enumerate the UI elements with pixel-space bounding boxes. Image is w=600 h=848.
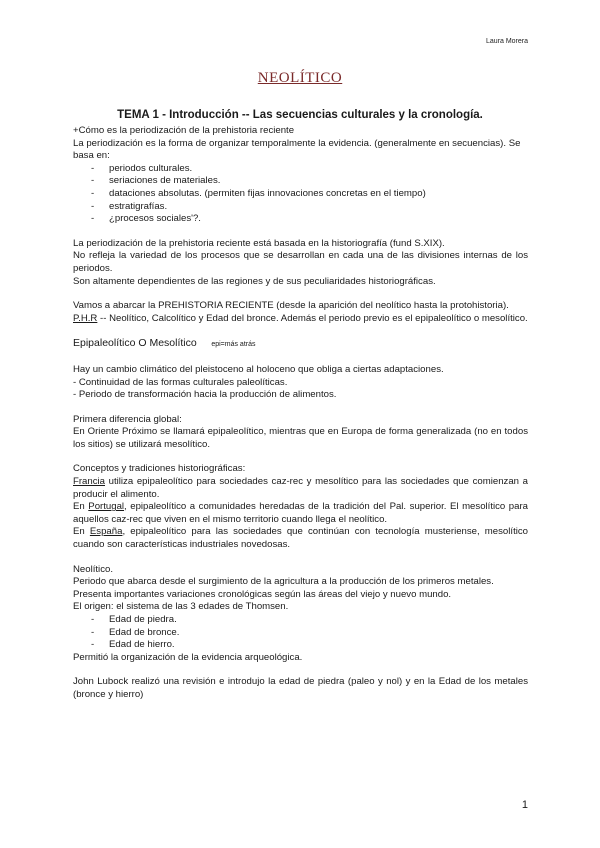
section8-l4: Permitió la organización de la evidencia arqueológica. bbox=[73, 651, 303, 663]
section8-list bbox=[73, 614, 528, 652]
document-title: NEOLÍTICO bbox=[257, 70, 343, 86]
section8-l2: Presenta importantes variaciones cronológicas según las áreas del viejo y nuevo mundo. bbox=[73, 588, 452, 600]
list-item: - ¿procesos sociales'?. bbox=[91, 213, 528, 226]
epi-note: epi=más atrás bbox=[211, 341, 256, 349]
espana-label: España bbox=[89, 526, 123, 538]
section7-heading: Conceptos y tradiciones historiográficas: bbox=[73, 463, 246, 475]
subtitle-rest: - Introducción -- Las secuencias culturales y la cronología. bbox=[158, 109, 483, 121]
section8-l1: Periodo que abarca desde el surgimiento de la agricultura a la producción de los primeros metales. bbox=[73, 576, 494, 588]
epipaleolitico-heading: Epipaleolítico O Mesolítico bbox=[73, 337, 197, 350]
section7-espana bbox=[73, 526, 528, 551]
section3-p1: Vamos a abarcar la PREHISTORIA RECIENTE (desde la aparición del neolítico hasta la protohistoria). bbox=[73, 300, 509, 312]
subtitle-prefix: TEMA 1 bbox=[117, 109, 159, 121]
section6-heading: Primera diferencia global: bbox=[73, 413, 182, 425]
francia-text: utiliza epipaleolítico para sociedades caz-rec y mesolítico para las sociedades que comienzan a producir el alimento. bbox=[73, 476, 528, 500]
section3-phr bbox=[73, 313, 528, 326]
section2-p1: La periodización de la prehistoria reciente está basada en la historiografía (fund S.XIX). bbox=[73, 237, 445, 249]
section1-intro: La periodización es la forma de organizar temporalmente la evidencia. (generalmente en secuencias). Se basa en: bbox=[73, 137, 521, 162]
section8-heading: Neolítico. bbox=[73, 563, 113, 575]
section4-heading bbox=[73, 337, 528, 352]
section6-text: En Oriente Próximo se llamará epipaleolítico, mientras que en Europa de forma generalizada (no en todos los sitios) se utilizará mesolítico. bbox=[73, 426, 528, 450]
section2-p3: Son altamente dependientes de las regiones y de sus peculiaridades historiográficas. bbox=[73, 275, 436, 287]
portugal-pre: En bbox=[73, 501, 89, 513]
section7-portugal bbox=[73, 501, 528, 526]
list-item: - dataciones absolutas. (permiten fijas innovaciones concretas en el tiempo) bbox=[91, 188, 528, 201]
portugal-label: Portugal bbox=[88, 501, 125, 513]
section1-list bbox=[73, 163, 528, 226]
section9-text: John Lubock realizó una revisión e introdujo la edad de piedra (paleo y nol) y en la Edad de los metales (bronce y hierro) bbox=[73, 676, 528, 700]
list-item: - Edad de bronce. bbox=[91, 627, 528, 640]
section2-p2: No refleja la variedad de los procesos que se desarrollan en cada una de las divisiones internas de los periodos. bbox=[73, 250, 528, 274]
document-body bbox=[73, 125, 528, 702]
list-item: - Edad de hierro. bbox=[91, 639, 528, 652]
espana-text: , epipaleolítico para las sociedades que continúan con tecnología musteriense, mesolítico cuando son características industriales novedosas. bbox=[73, 526, 528, 551]
header-author: Laura Morera bbox=[485, 38, 528, 45]
phr-abbr: P.H.R bbox=[73, 312, 98, 324]
list-item: - seriaciones de materiales. bbox=[91, 175, 528, 188]
francia-label: Francia bbox=[73, 476, 105, 488]
list-item: - estratigrafías. bbox=[91, 201, 528, 214]
portugal-text: , epipaleolítico a comunidades heredadas de la tradición del Pal. superior. El mesolítico para aquellos caz-rec que viven en el mismo territorio cuando llega el neolítico. bbox=[73, 501, 529, 525]
list-item: - periodos culturales. bbox=[91, 163, 528, 176]
espana-pre: En bbox=[73, 526, 90, 538]
list-item: - Edad de piedra. bbox=[91, 614, 528, 627]
page-number: 1 bbox=[521, 799, 528, 811]
section7-francia bbox=[73, 476, 528, 501]
section1-question: +Cómo es la periodización de la prehistoria reciente bbox=[73, 125, 295, 136]
document-subtitle bbox=[0, 109, 600, 121]
section5-l1: - Continuidad de las formas culturales paleolíticas. bbox=[73, 376, 288, 388]
phr-text: -- Neolítico, Calcolítico y Edad del bronce. Además el periodo previo es el epipaleolítico o mesolítico. bbox=[97, 312, 528, 324]
section8-l3: El origen: el sistema de las 3 edades de Thomsen. bbox=[73, 601, 289, 613]
section5-p1: Hay un cambio climático del pleistoceno al holoceno que obliga a ciertas adaptaciones. bbox=[73, 363, 444, 375]
section5-l2: - Periodo de transformación hacia la producción de alimentos. bbox=[73, 389, 337, 401]
